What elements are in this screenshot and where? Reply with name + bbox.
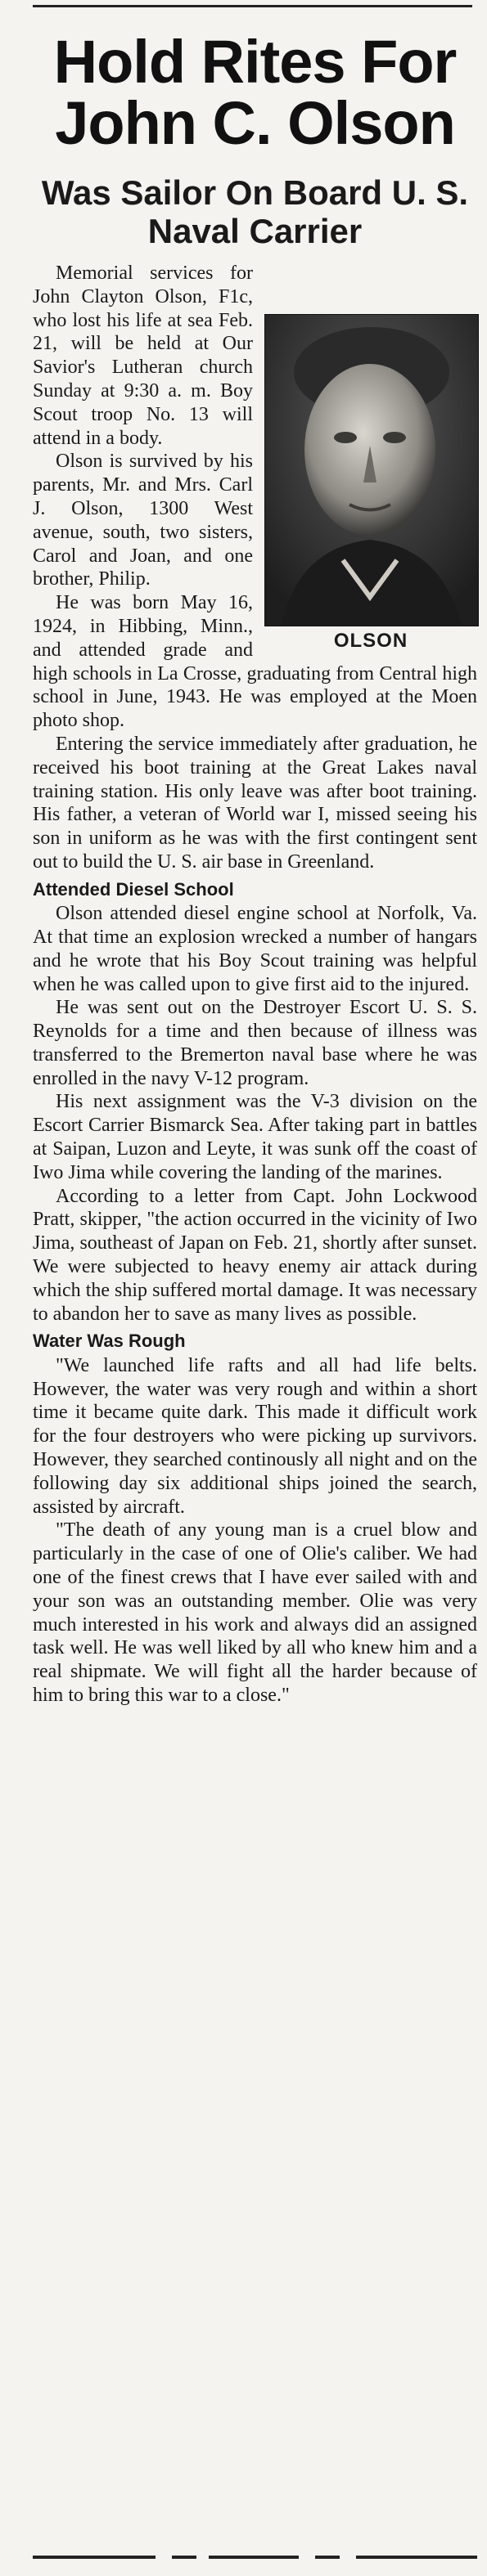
headline: Hold Rites For John C. Olson xyxy=(53,28,457,158)
paragraph: "We launched life rafts and all had life belts. However, the water was very rough and within a short time it became quite dark. This made it difficult work for the four destroyers who were picking up survivors. However, they searched continously all night and on the following day six additional ships joined the search, assisted by aircraft. xyxy=(33,1354,477,1518)
bottom-rule xyxy=(33,2556,477,2559)
portrait-figure xyxy=(264,314,477,653)
portrait-photo xyxy=(264,314,479,626)
paragraph: According to a letter from Capt. John Lockwood Pratt, skipper, "the action occurred in the vicinity of Iwo Jima, southeast of Japan on Feb. 21, shortly after sunset. We were subjected to heavy enemy air attack during which the ship suffered mortal damage. It was necessary to abandon her to save as many lives as possible. xyxy=(33,1185,477,1325)
subhead: Was Sailor On Board U. S. Naval Carrier xyxy=(41,173,469,251)
article-body xyxy=(33,262,477,1708)
paragraph: He was sent out on the Destroyer Escort U. S. S. Reynolds for a time and then because of illness was transferred to the Bremerton naval base where he was enrolled in the navy V-12 program. xyxy=(33,997,477,1089)
paragraph: Olson is survived by his parents, Mr. and Mrs. Carl J. Olson, 1300 West avenue, south, two sisters, Carol and Joan, and one brother, Philip. xyxy=(33,451,253,590)
portrait-image xyxy=(265,315,478,626)
photo-caption: OLSON xyxy=(333,630,408,652)
paragraph: He was born May 16, 1924, in Hibbing, Minn., and attended grade and high schools in La Crosse, graduating from Central high school in June, 1943. He was employed at the Moen photo shop. xyxy=(33,592,477,732)
section-heading: Water Was Rough xyxy=(33,1331,186,1352)
paragraph: Memorial services for John Clayton Olson, F1c, who lost his life at sea Feb. 21, will be held at Our Savior's Lutheran church Sunday at 9:30 a. m. Boy Scout troop No. 13 will attend in a body. xyxy=(33,263,253,449)
paragraph: Olson attended diesel engine school at Norfolk, Va. At that time an explosion wrecked a number of hangars and he wrote that his Boy Scout training was helpful when he was called upon to give first aid to the injured. xyxy=(33,903,477,995)
paragraph: "The death of any young man is a cruel blow and particularly in the case of one of Olie's caliber. We had one of the finest crews that I have ever sailed with and your son was an outstanding member. Olie was very much interested in his work and always did an assigned task well. He was well liked by all who knew him and a real shipmate. We will fight all the harder because of him to bring this war to a close." xyxy=(33,1519,477,1706)
section-heading: Attended Diesel School xyxy=(33,878,234,900)
paragraph: His next assignment was the V-3 division on the Escort Carrier Bismarck Sea. After taking part in battles at Saipan, Luzon and Leyte, it was sunk off the coast of Iwo Jima while covering the landing of the marines. xyxy=(33,1091,477,1183)
paragraph: Entering the service immediately after graduation, he received his boot training at the Great Lakes naval training station. His only leave was after boot training. His father, a veteran of World war I, missed seeing his son in uniform as he was with the first contingent sent out to build the U. S. air base in Greenland. xyxy=(33,733,477,873)
top-rule xyxy=(33,5,472,7)
